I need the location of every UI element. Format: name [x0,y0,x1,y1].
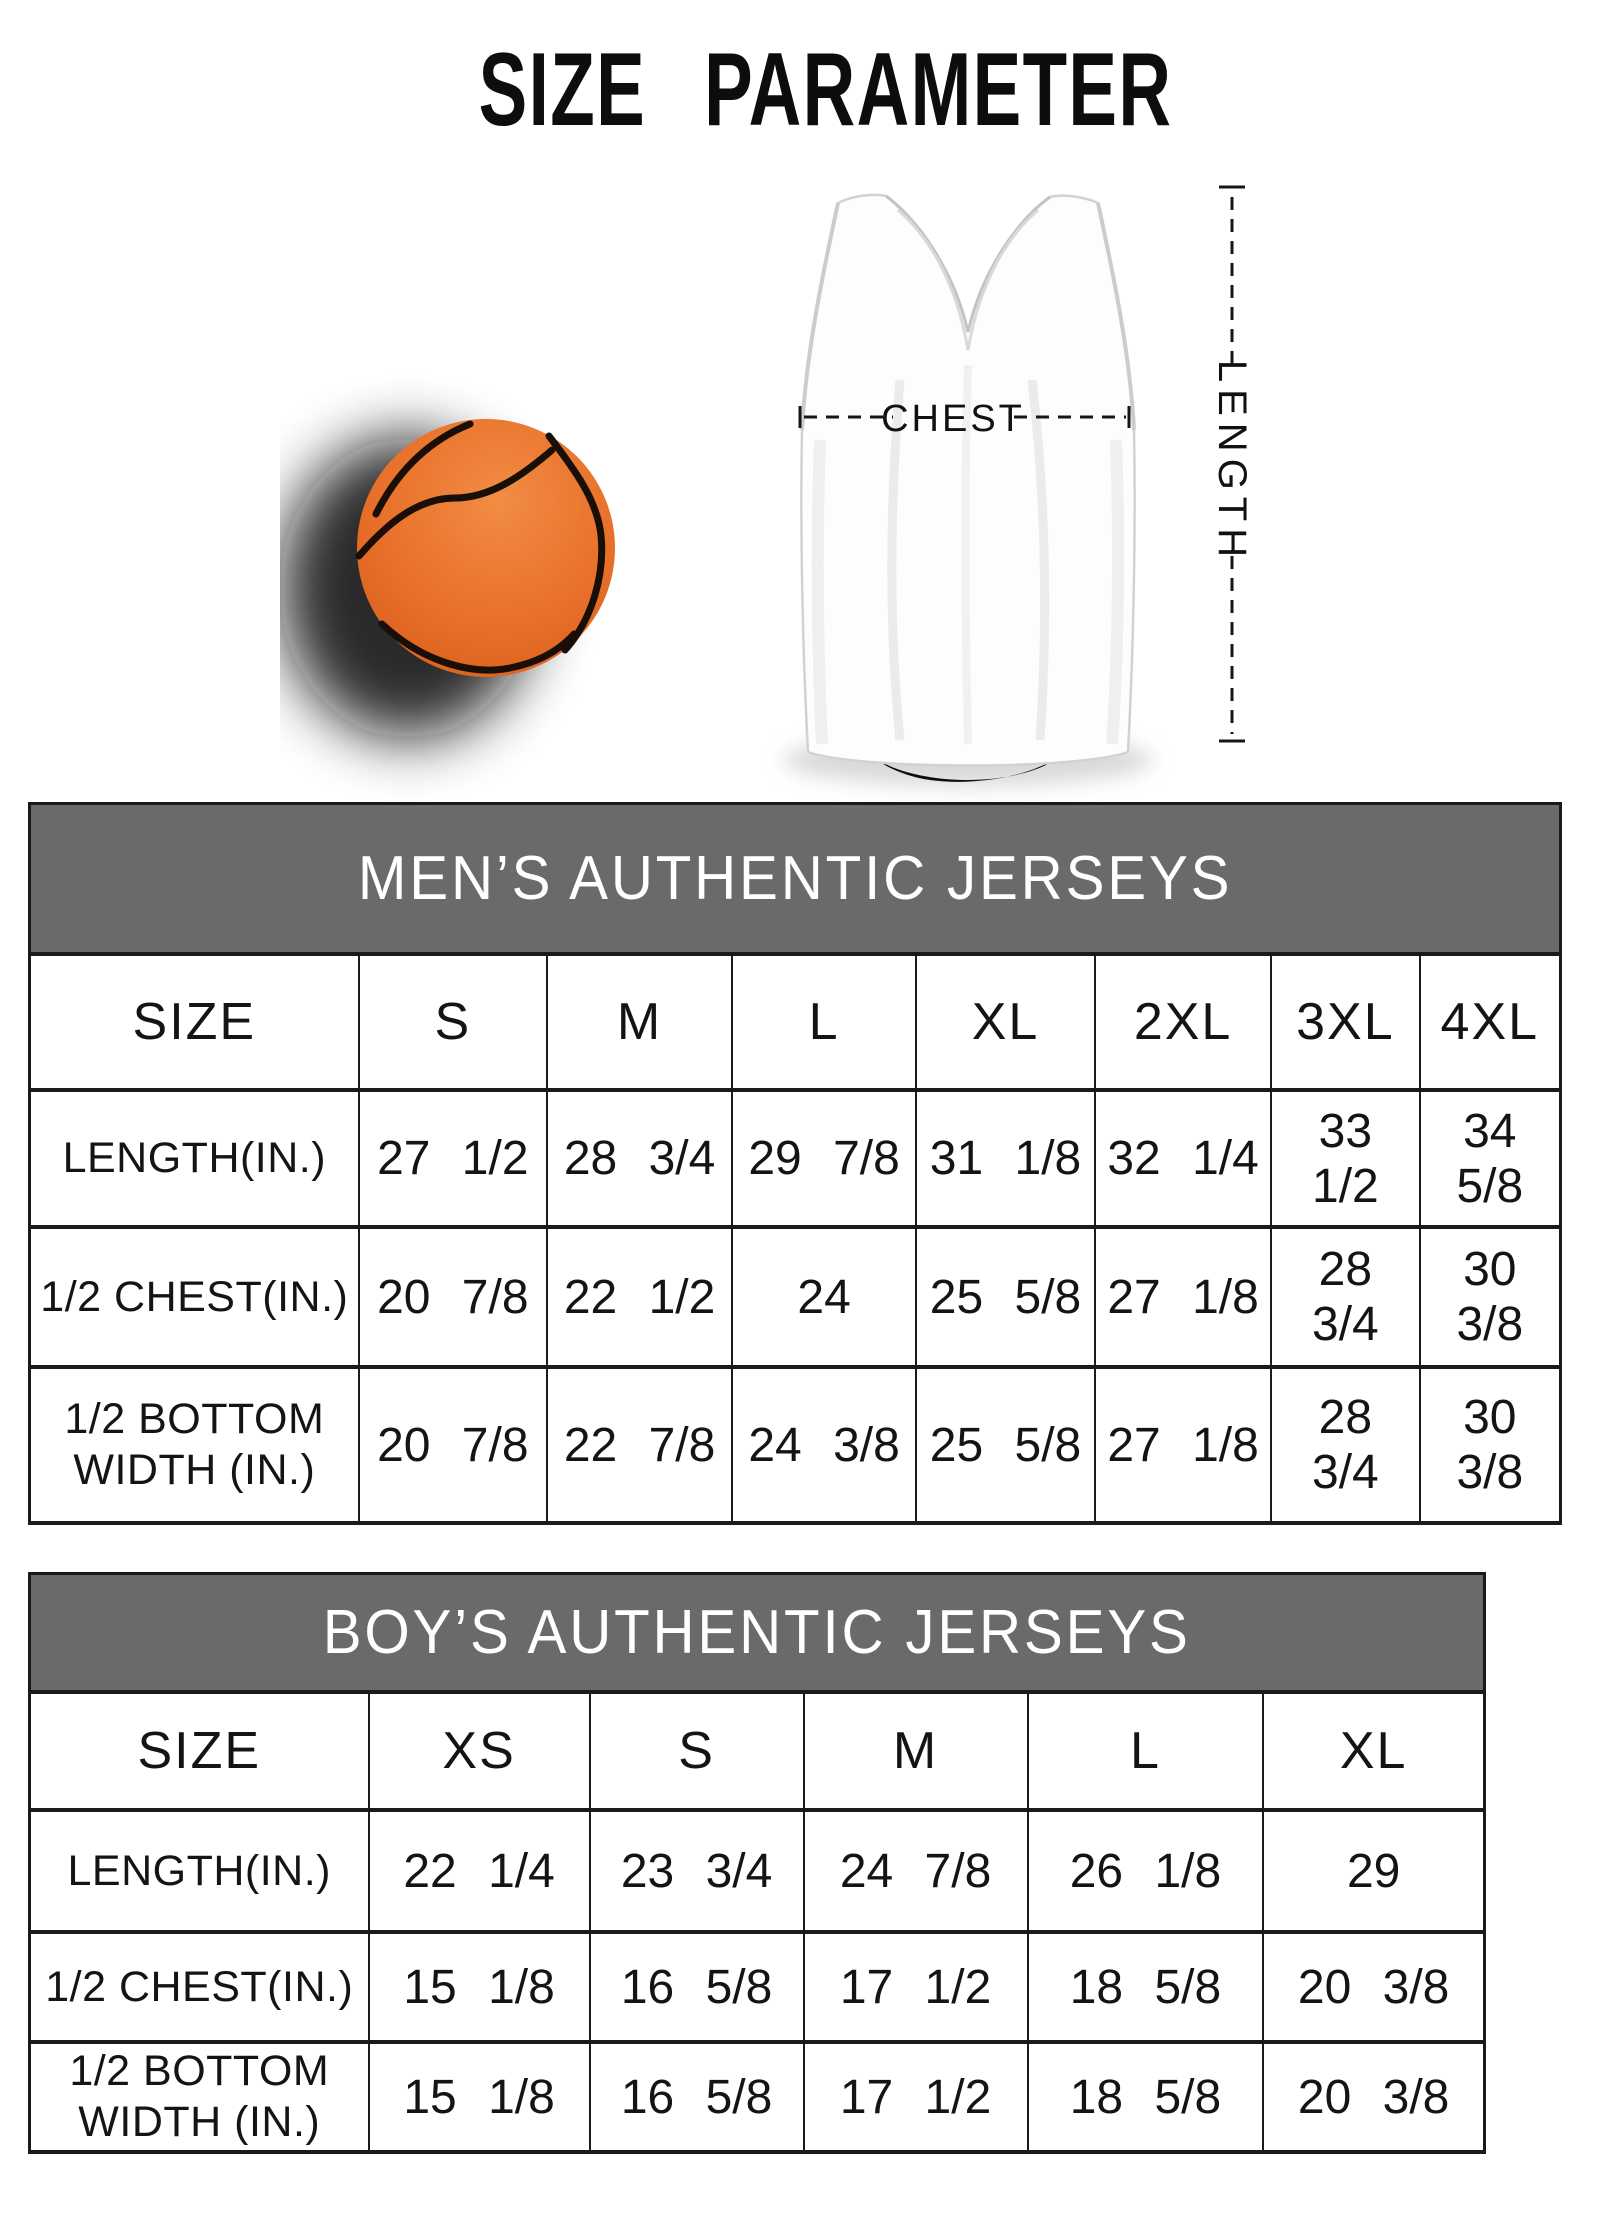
col-header: XL [916,954,1095,1090]
page-title [0,32,1600,148]
value-cell: 15 1/8 [369,2042,590,2152]
col-header: SIZE [30,1692,369,1810]
boys-table-title-bar [28,1572,1486,1690]
col-header: L [1028,1692,1264,1810]
row-label: 1/2 BOTTOM WIDTH (IN.) [30,1367,359,1523]
col-header: XL [1263,1692,1484,1810]
value-cell: 22 1/2 [547,1227,732,1367]
table-row [30,2042,1485,2152]
col-header: SIZE [30,954,359,1090]
value-cell: 32 1/4 [1095,1090,1271,1227]
boys-jerseys-section [28,1572,1486,2154]
basketball-icon [357,419,615,677]
value-cell: 29 [1263,1810,1484,1932]
row-label: 1/2 CHEST(IN.) [30,1227,359,1367]
value-cell: 23 3/4 [590,1810,804,1932]
value-cell: 20 7/8 [359,1227,547,1367]
mens-table-title-bar [28,802,1562,952]
col-header: 4XL [1420,954,1561,1090]
boys-size-table [28,1690,1486,2154]
mens-table-title: MEN’S AUTHENTIC JERSEYS [357,844,1233,913]
chest-label: CHEST [881,398,1025,440]
value-cell: 17 1/2 [804,1932,1028,2042]
value-cell: 30 3/8 [1420,1367,1561,1523]
value-cell: 27 1/2 [359,1090,547,1227]
mens-size-table [28,952,1562,1525]
value-cell: 33 1/2 [1271,1090,1420,1227]
value-cell: 28 3/4 [1271,1227,1420,1367]
value-cell: 18 5/8 [1028,2042,1264,2152]
value-cell: 17 1/2 [804,2042,1028,2152]
table-row [30,954,1561,1090]
value-cell: 27 1/8 [1095,1367,1271,1523]
row-label: LENGTH(IN.) [30,1810,369,1932]
value-cell: 22 1/4 [369,1810,590,1932]
value-cell: 20 7/8 [359,1367,547,1523]
value-cell: 28 3/4 [547,1090,732,1227]
length-label: LENGTH [1210,359,1254,565]
col-header: 3XL [1271,954,1420,1090]
value-cell: 26 1/8 [1028,1810,1264,1932]
table-row [30,1692,1485,1810]
value-cell: 25 5/8 [916,1227,1095,1367]
col-header: 2XL [1095,954,1271,1090]
value-cell: 34 5/8 [1420,1090,1561,1227]
row-label: 1/2 BOTTOM WIDTH (IN.) [30,2042,369,2152]
table-row [30,1367,1561,1523]
size-diagram [280,150,1300,810]
jersey-icon [783,195,1153,786]
value-cell: 28 3/4 [1271,1367,1420,1523]
value-cell: 24 [732,1227,916,1367]
value-cell: 18 5/8 [1028,1932,1264,2042]
table-row [30,1932,1485,2042]
boys-table-title: BOY’S AUTHENTIC JERSEYS [322,1598,1192,1667]
col-header: M [547,954,732,1090]
value-cell: 20 3/8 [1263,1932,1484,2042]
table-row [30,1810,1485,1932]
value-cell: 16 5/8 [590,2042,804,2152]
value-cell: 15 1/8 [369,1932,590,2042]
value-cell: 29 7/8 [732,1090,916,1227]
col-header: L [732,954,916,1090]
col-header: M [804,1692,1028,1810]
table-row [30,1227,1561,1367]
page-title-text: SIZE PARAMETER [479,32,1173,148]
value-cell: 24 3/8 [732,1367,916,1523]
value-cell: 27 1/8 [1095,1227,1271,1367]
row-label: 1/2 CHEST(IN.) [30,1932,369,2042]
col-header: S [590,1692,804,1810]
value-cell: 24 7/8 [804,1810,1028,1932]
value-cell: 25 5/8 [916,1367,1095,1523]
value-cell: 16 5/8 [590,1932,804,2042]
value-cell: 20 3/8 [1263,2042,1484,2152]
value-cell: 30 3/8 [1420,1227,1561,1367]
mens-jerseys-section [28,802,1562,1525]
table-row [30,1090,1561,1227]
value-cell: 22 7/8 [547,1367,732,1523]
row-label: LENGTH(IN.) [30,1090,359,1227]
col-header: XS [369,1692,590,1810]
value-cell: 31 1/8 [916,1090,1095,1227]
col-header: S [359,954,547,1090]
